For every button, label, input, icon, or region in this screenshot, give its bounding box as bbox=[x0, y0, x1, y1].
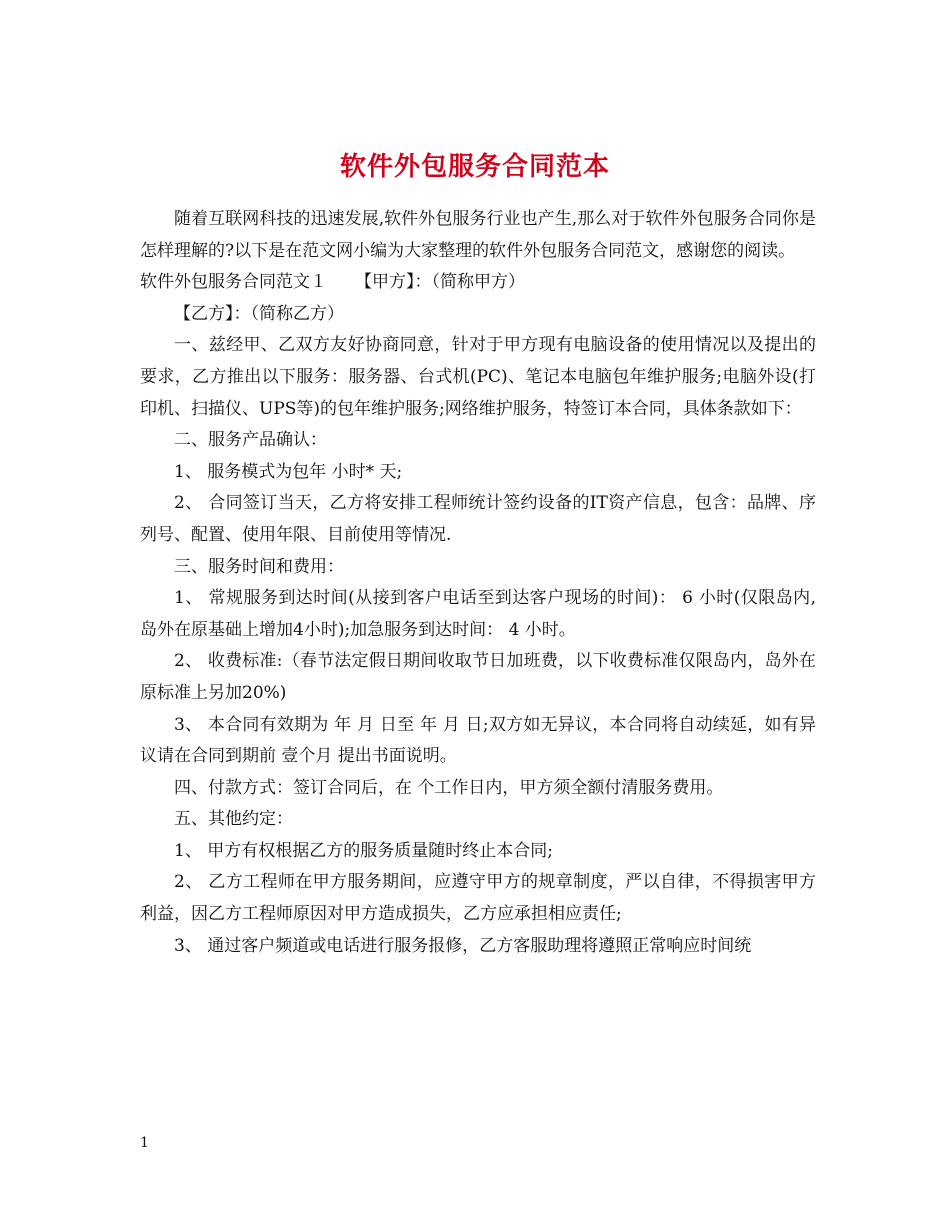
clause-item: 1、 常规服务到达时间(从接到客户电话至到达客户现场的时间)： 6 小时(仅限岛内, 岛外在原基础上增加4小时);加急服务到达时间： 4 小时。 bbox=[140, 588, 816, 640]
clause-item: 1、 甲方有权根据乙方的服务质量随时终止本合同; bbox=[174, 840, 553, 861]
intro-paragraph: 随着互联网科技的迅速发展,软件外包服务行业也产生,那么对于软件外包服务合同你是怎样理解的?以下是在范文网小编为大家整理的软件外包服务合同范文，感谢您的阅读。 bbox=[140, 209, 816, 261]
sample-heading: 软件外包服务合同范文１ bbox=[140, 272, 327, 293]
party-b-line: 【乙方】：（简称乙方） bbox=[174, 303, 344, 324]
section-heading: 四、付款方式：签订合同后，在 个工作日内，甲方须全额付清服务费用。 bbox=[174, 777, 724, 798]
clause-item: 3、 本合同有效期为 年 月 日至 年 月 日;双方如无异议，本合同将自动续延，如有异议请在合同到期前 壹个月 提出书面说明。 bbox=[140, 714, 816, 767]
sample-heading-line bbox=[140, 267, 816, 299]
section-heading: 三、服务时间和费用： bbox=[174, 556, 344, 577]
section-heading: 五、其他约定： bbox=[174, 809, 293, 830]
clause-item: 3、 通过客户频道或电话进行服务报修，乙方客服助理将遵照正常响应时间统 bbox=[174, 935, 752, 956]
document-title: 软件外包服务合同范本 bbox=[339, 152, 610, 183]
clause-item: 2、 合同签订当天，乙方将安排工程师统计签约设备的IT资产信息，包含：品牌、序列号、配置、使用年限、目前使用等情况. bbox=[140, 493, 816, 545]
clause-item: 2、 收费标准:（春节法定假日期间收取节日加班费，以下收费标准仅限岛内，岛外在原标准上另加20%) bbox=[140, 651, 816, 703]
clause-item: 2、 乙方工程师在甲方服务期间，应遵守甲方的规章制度，严以自律，不得损害甲方利益，因乙方工程师原因对甲方造成损失，乙方应承担相应责任; bbox=[140, 872, 816, 925]
page-number: 1 bbox=[140, 1135, 149, 1151]
section-heading: 二、服务产品确认： bbox=[174, 430, 327, 451]
clause-paragraph: 一、兹经甲、乙双方友好协商同意，针对于甲方现有电脑设备的使用情况以及提出的要求，乙方推出以下服务：服务器、台式机(PC)、笔记本电脑包年维护服务;电脑外设(打印机、扫描仪、UPS等)的包年维护服务;网络维护服务，特签订本合同，具体条款如下： bbox=[140, 335, 816, 419]
clause-item: 1、 服务模式为包年 小时* 天; bbox=[174, 461, 403, 482]
document-body bbox=[140, 204, 816, 962]
party-a-line: 【甲方】：（简称甲方） bbox=[355, 272, 525, 293]
